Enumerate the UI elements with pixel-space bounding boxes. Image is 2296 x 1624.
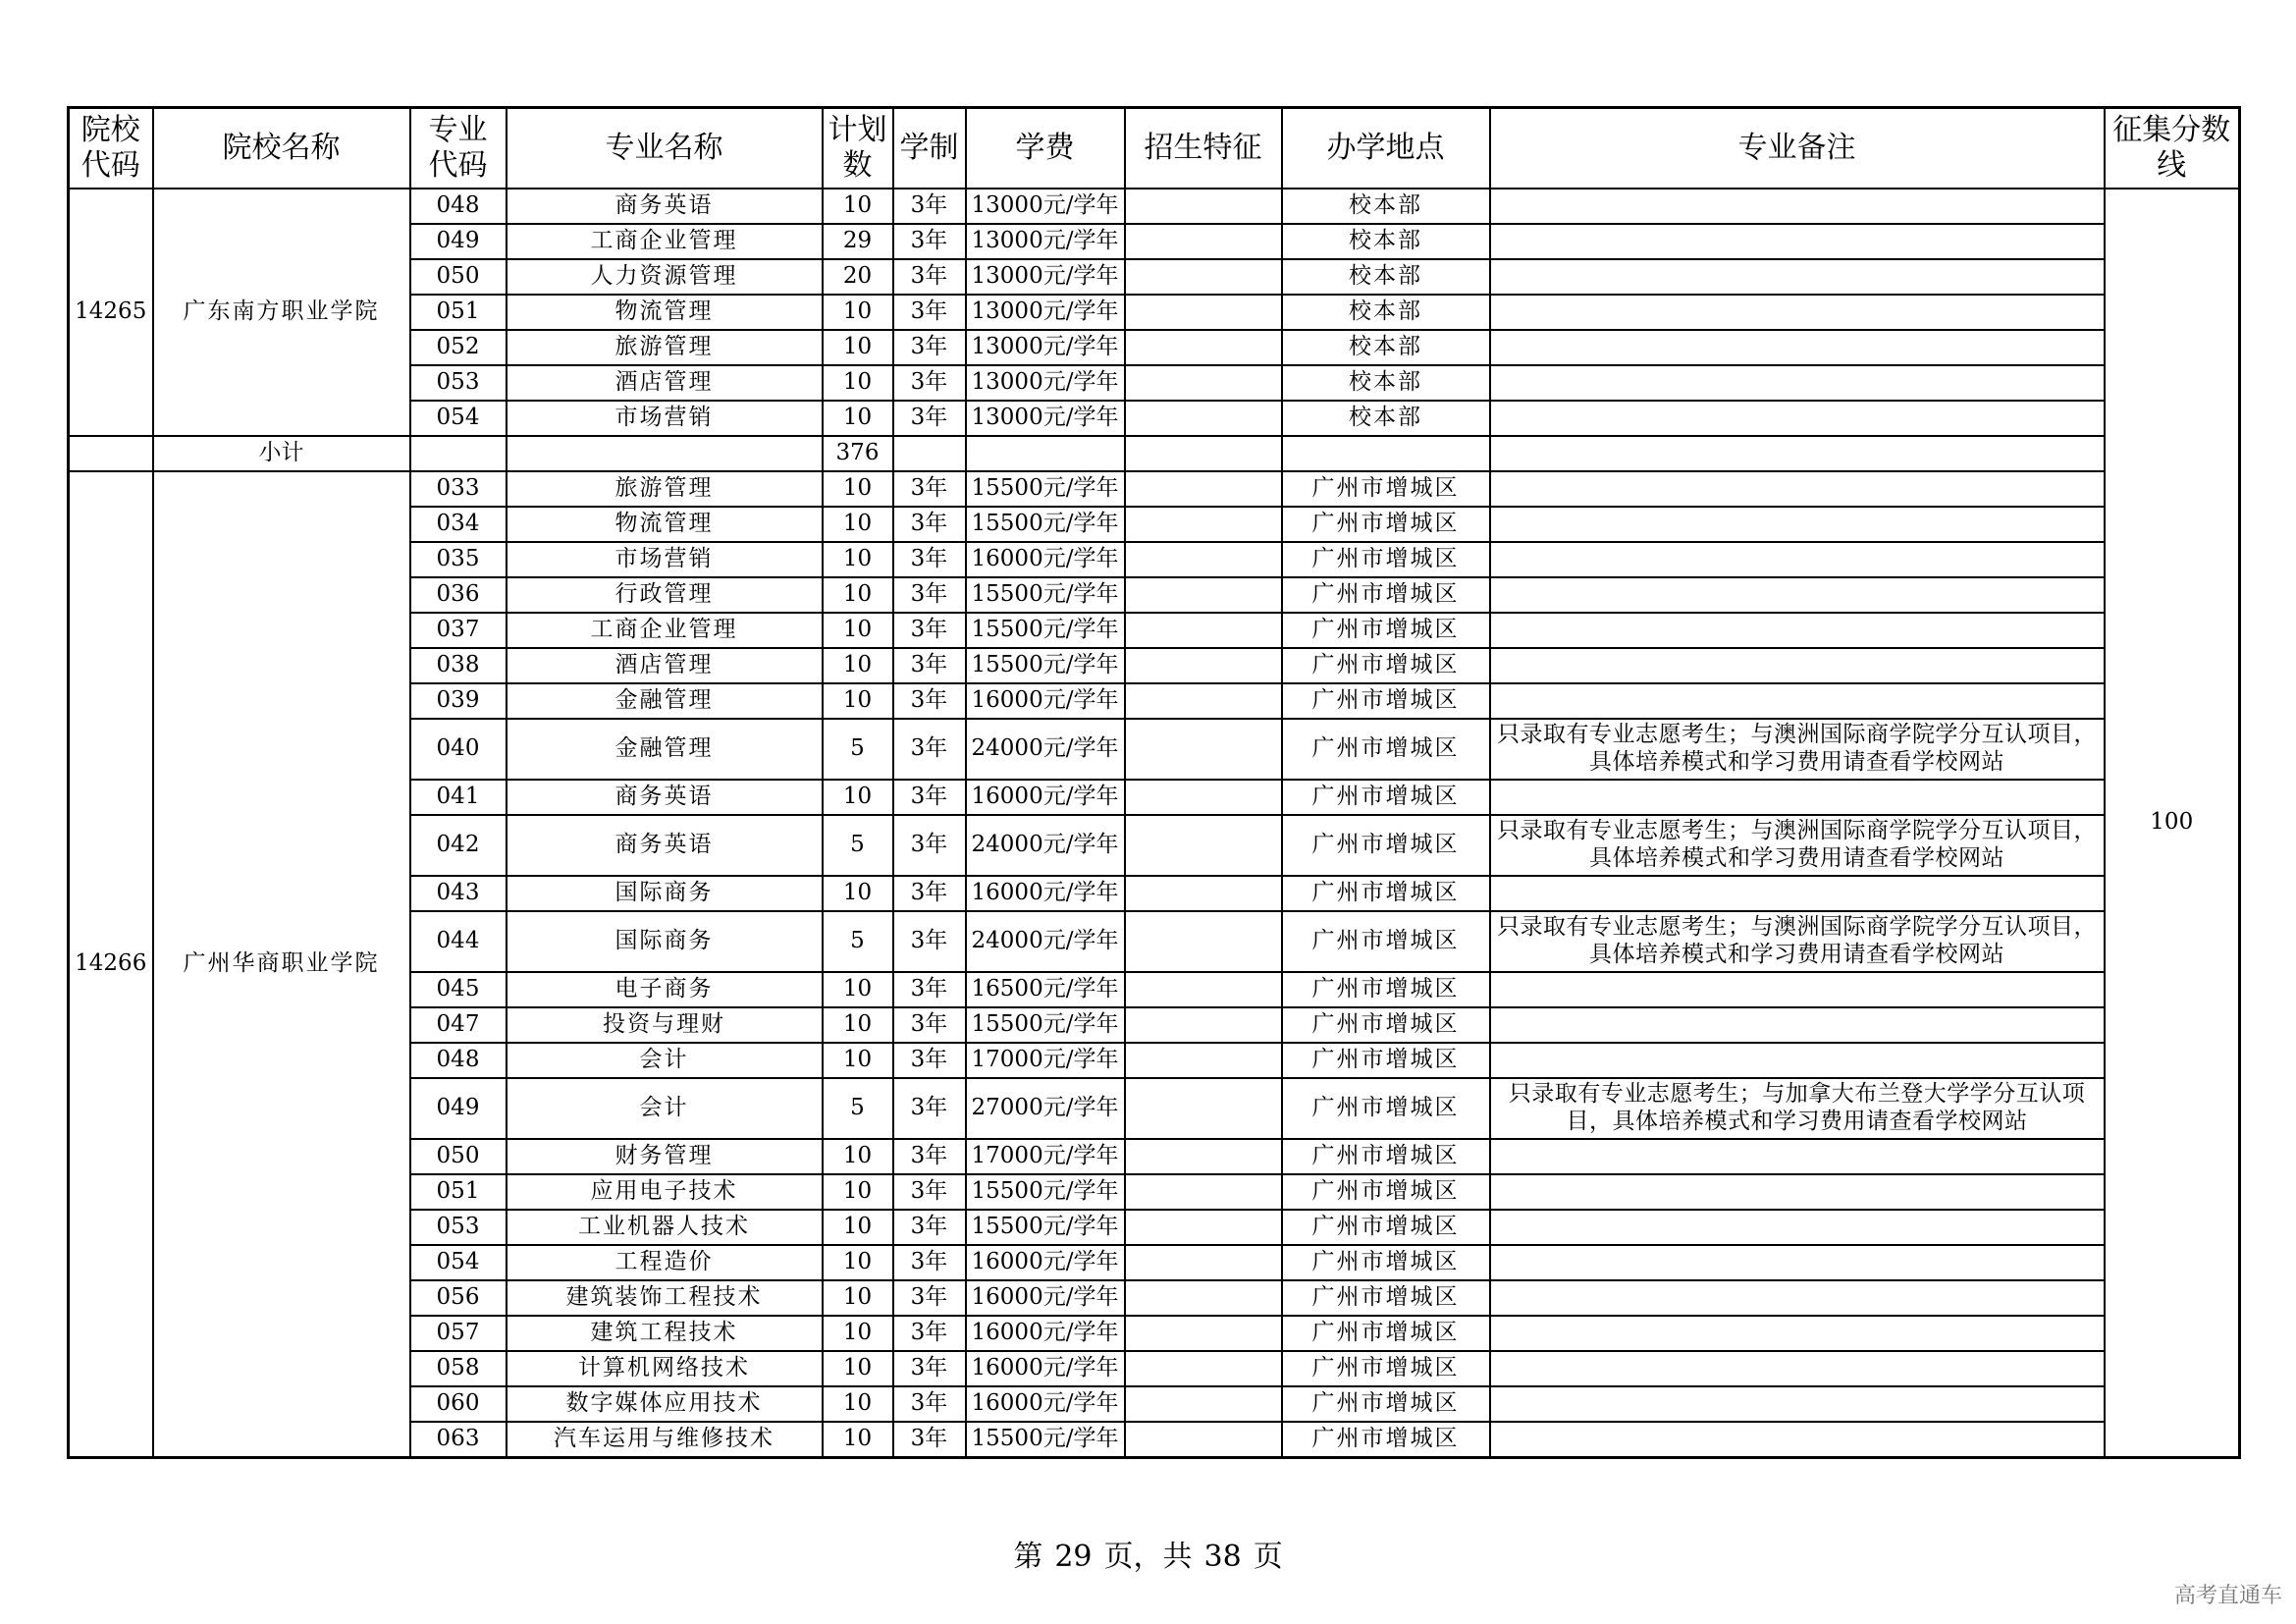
major-code: 053 bbox=[410, 365, 507, 401]
duration: 3年 bbox=[893, 1386, 966, 1422]
remark bbox=[1490, 648, 2105, 683]
tuition: 16500元/学年 bbox=[966, 972, 1125, 1007]
duration: 3年 bbox=[893, 577, 966, 613]
remark bbox=[1490, 1210, 2105, 1245]
admission-feature bbox=[1125, 1280, 1282, 1316]
location: 广州市增城区 bbox=[1282, 1316, 1490, 1351]
remark bbox=[1490, 1386, 2105, 1422]
remark bbox=[1490, 1007, 2105, 1043]
tuition: 24000元/学年 bbox=[966, 911, 1125, 972]
header-remarks: 专业备注 bbox=[1490, 108, 2105, 189]
major-name: 投资与理财 bbox=[507, 1007, 823, 1043]
major-name: 应用电子技术 bbox=[507, 1174, 823, 1210]
plan-count: 10 bbox=[823, 648, 893, 683]
duration: 3年 bbox=[893, 1078, 966, 1139]
admission-feature bbox=[1125, 876, 1282, 911]
major-code: 034 bbox=[410, 507, 507, 542]
watermark-text: 高考直通车 bbox=[2173, 1584, 2282, 1608]
plan-count: 10 bbox=[823, 471, 893, 507]
major-name: 国际商务 bbox=[507, 876, 823, 911]
admission-feature bbox=[1125, 1174, 1282, 1210]
duration: 3年 bbox=[893, 1245, 966, 1280]
tuition: 13000元/学年 bbox=[966, 224, 1125, 259]
plan-count: 10 bbox=[823, 1139, 893, 1174]
header-major-name: 专业名称 bbox=[507, 108, 823, 189]
tuition: 17000元/学年 bbox=[966, 1043, 1125, 1078]
major-name: 工业机器人技术 bbox=[507, 1210, 823, 1245]
major-name: 建筑工程技术 bbox=[507, 1316, 823, 1351]
major-name: 酒店管理 bbox=[507, 648, 823, 683]
tuition: 15500元/学年 bbox=[966, 1007, 1125, 1043]
tuition: 13000元/学年 bbox=[966, 365, 1125, 401]
major-code: 049 bbox=[410, 224, 507, 259]
plan-count: 10 bbox=[823, 780, 893, 815]
admission-feature bbox=[1125, 1351, 1282, 1386]
plan-count: 10 bbox=[823, 295, 893, 330]
admission-feature bbox=[1125, 471, 1282, 507]
remark bbox=[1490, 1351, 2105, 1386]
remark bbox=[1490, 1043, 2105, 1078]
major-name: 行政管理 bbox=[507, 577, 823, 613]
major-name: 金融管理 bbox=[507, 683, 823, 719]
location: 广州市增城区 bbox=[1282, 1280, 1490, 1316]
admission-plan-table bbox=[67, 106, 2241, 1459]
tuition: 15500元/学年 bbox=[966, 577, 1125, 613]
duration: 3年 bbox=[893, 1139, 966, 1174]
major-name: 建筑装饰工程技术 bbox=[507, 1280, 823, 1316]
duration: 3年 bbox=[893, 224, 966, 259]
remark bbox=[1490, 507, 2105, 542]
major-code: 048 bbox=[410, 1043, 507, 1078]
tuition: 16000元/学年 bbox=[966, 780, 1125, 815]
subtotal-blank bbox=[893, 436, 966, 471]
location: 广州市增城区 bbox=[1282, 1139, 1490, 1174]
header-cutoff: 征集分数线 bbox=[2105, 108, 2240, 189]
major-name: 工商企业管理 bbox=[507, 224, 823, 259]
major-name: 市场营销 bbox=[507, 542, 823, 577]
plan-count: 10 bbox=[823, 1174, 893, 1210]
plan-count: 10 bbox=[823, 1245, 893, 1280]
admission-feature bbox=[1125, 719, 1282, 780]
duration: 3年 bbox=[893, 683, 966, 719]
tuition: 16000元/学年 bbox=[966, 542, 1125, 577]
remark bbox=[1490, 401, 2105, 436]
location: 广州市增城区 bbox=[1282, 471, 1490, 507]
school-code: 14266 bbox=[69, 471, 153, 1458]
major-code: 048 bbox=[410, 189, 507, 224]
footer-page-number: 29 bbox=[1054, 1540, 1093, 1574]
subtotal-value: 376 bbox=[823, 436, 893, 471]
major-name: 金融管理 bbox=[507, 719, 823, 780]
plan-count: 10 bbox=[823, 613, 893, 648]
admission-plan-sheet bbox=[67, 106, 2238, 1459]
duration: 3年 bbox=[893, 1210, 966, 1245]
subtotal-blank bbox=[507, 436, 823, 471]
major-name: 工商企业管理 bbox=[507, 613, 823, 648]
duration: 3年 bbox=[893, 613, 966, 648]
tuition: 27000元/学年 bbox=[966, 1078, 1125, 1139]
plan-count: 10 bbox=[823, 507, 893, 542]
major-code: 036 bbox=[410, 577, 507, 613]
major-name: 计算机网络技术 bbox=[507, 1351, 823, 1386]
duration: 3年 bbox=[893, 259, 966, 295]
duration: 3年 bbox=[893, 330, 966, 365]
duration: 3年 bbox=[893, 542, 966, 577]
plan-count: 10 bbox=[823, 542, 893, 577]
major-name: 工程造价 bbox=[507, 1245, 823, 1280]
duration: 3年 bbox=[893, 1007, 966, 1043]
location: 广州市增城区 bbox=[1282, 719, 1490, 780]
plan-count: 10 bbox=[823, 577, 893, 613]
remark bbox=[1490, 542, 2105, 577]
plan-count: 10 bbox=[823, 330, 893, 365]
remark bbox=[1490, 224, 2105, 259]
admission-feature bbox=[1125, 1139, 1282, 1174]
tuition: 15500元/学年 bbox=[966, 1210, 1125, 1245]
table-row bbox=[69, 471, 2240, 507]
location: 广州市增城区 bbox=[1282, 1386, 1490, 1422]
major-code: 050 bbox=[410, 259, 507, 295]
tuition: 24000元/学年 bbox=[966, 815, 1125, 876]
tuition: 15500元/学年 bbox=[966, 648, 1125, 683]
major-code: 043 bbox=[410, 876, 507, 911]
footer-suffix: 页 bbox=[1253, 1540, 1283, 1574]
plan-count: 10 bbox=[823, 1351, 893, 1386]
location: 校本部 bbox=[1282, 295, 1490, 330]
remark bbox=[1490, 1139, 2105, 1174]
tuition: 16000元/学年 bbox=[966, 1245, 1125, 1280]
admission-feature bbox=[1125, 259, 1282, 295]
major-name: 商务英语 bbox=[507, 815, 823, 876]
tuition: 13000元/学年 bbox=[966, 259, 1125, 295]
duration: 3年 bbox=[893, 876, 966, 911]
admission-feature bbox=[1125, 365, 1282, 401]
admission-feature bbox=[1125, 815, 1282, 876]
major-code: 039 bbox=[410, 683, 507, 719]
location: 广州市增城区 bbox=[1282, 1210, 1490, 1245]
plan-count: 10 bbox=[823, 189, 893, 224]
plan-count: 5 bbox=[823, 911, 893, 972]
tuition: 24000元/学年 bbox=[966, 719, 1125, 780]
location: 校本部 bbox=[1282, 330, 1490, 365]
location: 校本部 bbox=[1282, 401, 1490, 436]
major-code: 044 bbox=[410, 911, 507, 972]
duration: 3年 bbox=[893, 365, 966, 401]
major-name: 旅游管理 bbox=[507, 330, 823, 365]
subtotal-blank bbox=[410, 436, 507, 471]
plan-count: 5 bbox=[823, 719, 893, 780]
remark bbox=[1490, 683, 2105, 719]
admission-feature bbox=[1125, 1422, 1282, 1458]
remark: 只录取有专业志愿考生；与加拿大布兰登大学学分互认项目，具体培养模式和学习费用请查看学校网站 bbox=[1490, 1078, 2105, 1139]
location: 广州市增城区 bbox=[1282, 780, 1490, 815]
tuition: 15500元/学年 bbox=[966, 471, 1125, 507]
plan-count: 10 bbox=[823, 1316, 893, 1351]
remark bbox=[1490, 330, 2105, 365]
major-code: 053 bbox=[410, 1210, 507, 1245]
subtotal-blank bbox=[1490, 436, 2105, 471]
school-name: 广州华商职业学院 bbox=[153, 471, 410, 1458]
duration: 3年 bbox=[893, 1351, 966, 1386]
plan-count: 5 bbox=[823, 1078, 893, 1139]
plan-count: 20 bbox=[823, 259, 893, 295]
tuition: 13000元/学年 bbox=[966, 189, 1125, 224]
major-code: 042 bbox=[410, 815, 507, 876]
location: 广州市增城区 bbox=[1282, 911, 1490, 972]
location: 校本部 bbox=[1282, 365, 1490, 401]
major-code: 051 bbox=[410, 295, 507, 330]
major-name: 财务管理 bbox=[507, 1139, 823, 1174]
plan-count: 10 bbox=[823, 1280, 893, 1316]
plan-count: 10 bbox=[823, 972, 893, 1007]
tuition: 15500元/学年 bbox=[966, 1422, 1125, 1458]
duration: 3年 bbox=[893, 1043, 966, 1078]
major-code: 051 bbox=[410, 1174, 507, 1210]
major-name: 电子商务 bbox=[507, 972, 823, 1007]
cutoff-score: 100 bbox=[2105, 189, 2240, 1458]
major-code: 054 bbox=[410, 1245, 507, 1280]
admission-feature bbox=[1125, 507, 1282, 542]
location: 广州市增城区 bbox=[1282, 648, 1490, 683]
admission-feature bbox=[1125, 1007, 1282, 1043]
subtotal-row bbox=[69, 436, 2240, 471]
subtotal-blank bbox=[1282, 436, 1490, 471]
duration: 3年 bbox=[893, 471, 966, 507]
duration: 3年 bbox=[893, 295, 966, 330]
plan-count: 10 bbox=[823, 1210, 893, 1245]
major-code: 038 bbox=[410, 648, 507, 683]
admission-feature bbox=[1125, 1210, 1282, 1245]
admission-feature bbox=[1125, 1078, 1282, 1139]
plan-count: 10 bbox=[823, 401, 893, 436]
plan-count: 10 bbox=[823, 365, 893, 401]
admission-feature bbox=[1125, 613, 1282, 648]
duration: 3年 bbox=[893, 972, 966, 1007]
duration: 3年 bbox=[893, 815, 966, 876]
duration: 3年 bbox=[893, 1422, 966, 1458]
tuition: 17000元/学年 bbox=[966, 1139, 1125, 1174]
header-features: 招生特征 bbox=[1125, 108, 1282, 189]
plan-count: 10 bbox=[823, 1007, 893, 1043]
footer-total-pages: 38 bbox=[1203, 1540, 1242, 1574]
subtotal-blank bbox=[1125, 436, 1282, 471]
duration: 3年 bbox=[893, 911, 966, 972]
admission-feature bbox=[1125, 577, 1282, 613]
admission-feature bbox=[1125, 330, 1282, 365]
location: 广州市增城区 bbox=[1282, 876, 1490, 911]
tuition: 13000元/学年 bbox=[966, 295, 1125, 330]
major-name: 人力资源管理 bbox=[507, 259, 823, 295]
admission-feature bbox=[1125, 542, 1282, 577]
major-name: 数字媒体应用技术 bbox=[507, 1386, 823, 1422]
remark bbox=[1490, 365, 2105, 401]
plan-count: 10 bbox=[823, 1043, 893, 1078]
plan-count: 29 bbox=[823, 224, 893, 259]
tuition: 13000元/学年 bbox=[966, 401, 1125, 436]
major-code: 045 bbox=[410, 972, 507, 1007]
location: 广州市增城区 bbox=[1282, 1007, 1490, 1043]
location: 广州市增城区 bbox=[1282, 1351, 1490, 1386]
admission-feature bbox=[1125, 401, 1282, 436]
major-code: 040 bbox=[410, 719, 507, 780]
major-code: 041 bbox=[410, 780, 507, 815]
footer-mid: 页，共 bbox=[1103, 1540, 1193, 1574]
major-code: 060 bbox=[410, 1386, 507, 1422]
location: 广州市增城区 bbox=[1282, 815, 1490, 876]
tuition: 16000元/学年 bbox=[966, 876, 1125, 911]
remark bbox=[1490, 189, 2105, 224]
tuition: 15500元/学年 bbox=[966, 507, 1125, 542]
remark bbox=[1490, 1174, 2105, 1210]
tuition: 16000元/学年 bbox=[966, 1316, 1125, 1351]
plan-count: 5 bbox=[823, 815, 893, 876]
remark: 只录取有专业志愿考生；与澳洲国际商学院学分互认项目，具体培养模式和学习费用请查看学校网站 bbox=[1490, 815, 2105, 876]
plan-count: 10 bbox=[823, 683, 893, 719]
remark bbox=[1490, 780, 2105, 815]
plan-count: 10 bbox=[823, 1422, 893, 1458]
location: 广州市增城区 bbox=[1282, 1422, 1490, 1458]
major-code: 035 bbox=[410, 542, 507, 577]
major-name: 商务英语 bbox=[507, 189, 823, 224]
page-footer bbox=[0, 1532, 2296, 1575]
location: 广州市增城区 bbox=[1282, 1078, 1490, 1139]
remark: 只录取有专业志愿考生；与澳洲国际商学院学分互认项目，具体培养模式和学习费用请查看学校网站 bbox=[1490, 719, 2105, 780]
school-name: 广东南方职业学院 bbox=[153, 189, 410, 436]
location: 广州市增城区 bbox=[1282, 507, 1490, 542]
header-plan-count: 计划数 bbox=[823, 108, 893, 189]
duration: 3年 bbox=[893, 648, 966, 683]
plan-count: 10 bbox=[823, 1386, 893, 1422]
header-row bbox=[69, 108, 2240, 189]
remark bbox=[1490, 1245, 2105, 1280]
subtotal-label: 小计 bbox=[153, 436, 410, 471]
location: 广州市增城区 bbox=[1282, 683, 1490, 719]
remark: 只录取有专业志愿考生；与澳洲国际商学院学分互认项目，具体培养模式和学习费用请查看学校网站 bbox=[1490, 911, 2105, 972]
duration: 3年 bbox=[893, 401, 966, 436]
remark bbox=[1490, 1280, 2105, 1316]
major-name: 会计 bbox=[507, 1078, 823, 1139]
admission-feature bbox=[1125, 780, 1282, 815]
admission-feature bbox=[1125, 1245, 1282, 1280]
admission-feature bbox=[1125, 295, 1282, 330]
header-tuition: 学费 bbox=[966, 108, 1125, 189]
major-name: 会计 bbox=[507, 1043, 823, 1078]
major-code: 047 bbox=[410, 1007, 507, 1043]
remark bbox=[1490, 1316, 2105, 1351]
table-body bbox=[69, 189, 2240, 1458]
admission-feature bbox=[1125, 189, 1282, 224]
admission-feature bbox=[1125, 648, 1282, 683]
location: 校本部 bbox=[1282, 259, 1490, 295]
remark bbox=[1490, 577, 2105, 613]
major-code: 054 bbox=[410, 401, 507, 436]
duration: 3年 bbox=[893, 1316, 966, 1351]
location: 广州市增城区 bbox=[1282, 1174, 1490, 1210]
location: 广州市增城区 bbox=[1282, 1245, 1490, 1280]
duration: 3年 bbox=[893, 1280, 966, 1316]
location: 广州市增城区 bbox=[1282, 1043, 1490, 1078]
remark bbox=[1490, 876, 2105, 911]
remark bbox=[1490, 471, 2105, 507]
major-name: 汽车运用与维修技术 bbox=[507, 1422, 823, 1458]
header-major-code: 专业代码 bbox=[410, 108, 507, 189]
admission-feature bbox=[1125, 1386, 1282, 1422]
tuition: 16000元/学年 bbox=[966, 1280, 1125, 1316]
subtotal-blank bbox=[966, 436, 1125, 471]
remark bbox=[1490, 259, 2105, 295]
major-code: 058 bbox=[410, 1351, 507, 1386]
admission-feature bbox=[1125, 972, 1282, 1007]
location: 广州市增城区 bbox=[1282, 542, 1490, 577]
major-code: 049 bbox=[410, 1078, 507, 1139]
tuition: 15500元/学年 bbox=[966, 1174, 1125, 1210]
admission-feature bbox=[1125, 911, 1282, 972]
table-row bbox=[69, 189, 2240, 224]
plan-count: 10 bbox=[823, 876, 893, 911]
major-name: 物流管理 bbox=[507, 507, 823, 542]
major-code: 037 bbox=[410, 613, 507, 648]
location: 广州市增城区 bbox=[1282, 972, 1490, 1007]
location: 广州市增城区 bbox=[1282, 613, 1490, 648]
duration: 3年 bbox=[893, 1174, 966, 1210]
major-code: 050 bbox=[410, 1139, 507, 1174]
tuition: 15500元/学年 bbox=[966, 613, 1125, 648]
tuition: 16000元/学年 bbox=[966, 683, 1125, 719]
duration: 3年 bbox=[893, 507, 966, 542]
header-school-code: 院校代码 bbox=[69, 108, 153, 189]
school-code: 14265 bbox=[69, 189, 153, 436]
remark bbox=[1490, 613, 2105, 648]
duration: 3年 bbox=[893, 189, 966, 224]
footer-prefix: 第 bbox=[1013, 1540, 1043, 1574]
major-code: 033 bbox=[410, 471, 507, 507]
location: 校本部 bbox=[1282, 189, 1490, 224]
admission-feature bbox=[1125, 1043, 1282, 1078]
header-duration: 学制 bbox=[893, 108, 966, 189]
major-code: 057 bbox=[410, 1316, 507, 1351]
duration: 3年 bbox=[893, 780, 966, 815]
major-name: 旅游管理 bbox=[507, 471, 823, 507]
tuition: 13000元/学年 bbox=[966, 330, 1125, 365]
remark bbox=[1490, 295, 2105, 330]
tuition: 16000元/学年 bbox=[966, 1351, 1125, 1386]
major-name: 物流管理 bbox=[507, 295, 823, 330]
admission-feature bbox=[1125, 1316, 1282, 1351]
location: 校本部 bbox=[1282, 224, 1490, 259]
remark bbox=[1490, 1422, 2105, 1458]
header-school-name: 院校名称 bbox=[153, 108, 410, 189]
admission-feature bbox=[1125, 683, 1282, 719]
major-code: 056 bbox=[410, 1280, 507, 1316]
tuition: 16000元/学年 bbox=[966, 1386, 1125, 1422]
major-code: 052 bbox=[410, 330, 507, 365]
duration: 3年 bbox=[893, 719, 966, 780]
major-name: 国际商务 bbox=[507, 911, 823, 972]
remark bbox=[1490, 972, 2105, 1007]
major-name: 商务英语 bbox=[507, 780, 823, 815]
admission-feature bbox=[1125, 224, 1282, 259]
major-code: 063 bbox=[410, 1422, 507, 1458]
major-name: 市场营销 bbox=[507, 401, 823, 436]
header-location: 办学地点 bbox=[1282, 108, 1490, 189]
subtotal-blank bbox=[69, 436, 153, 471]
major-name: 酒店管理 bbox=[507, 365, 823, 401]
location: 广州市增城区 bbox=[1282, 577, 1490, 613]
